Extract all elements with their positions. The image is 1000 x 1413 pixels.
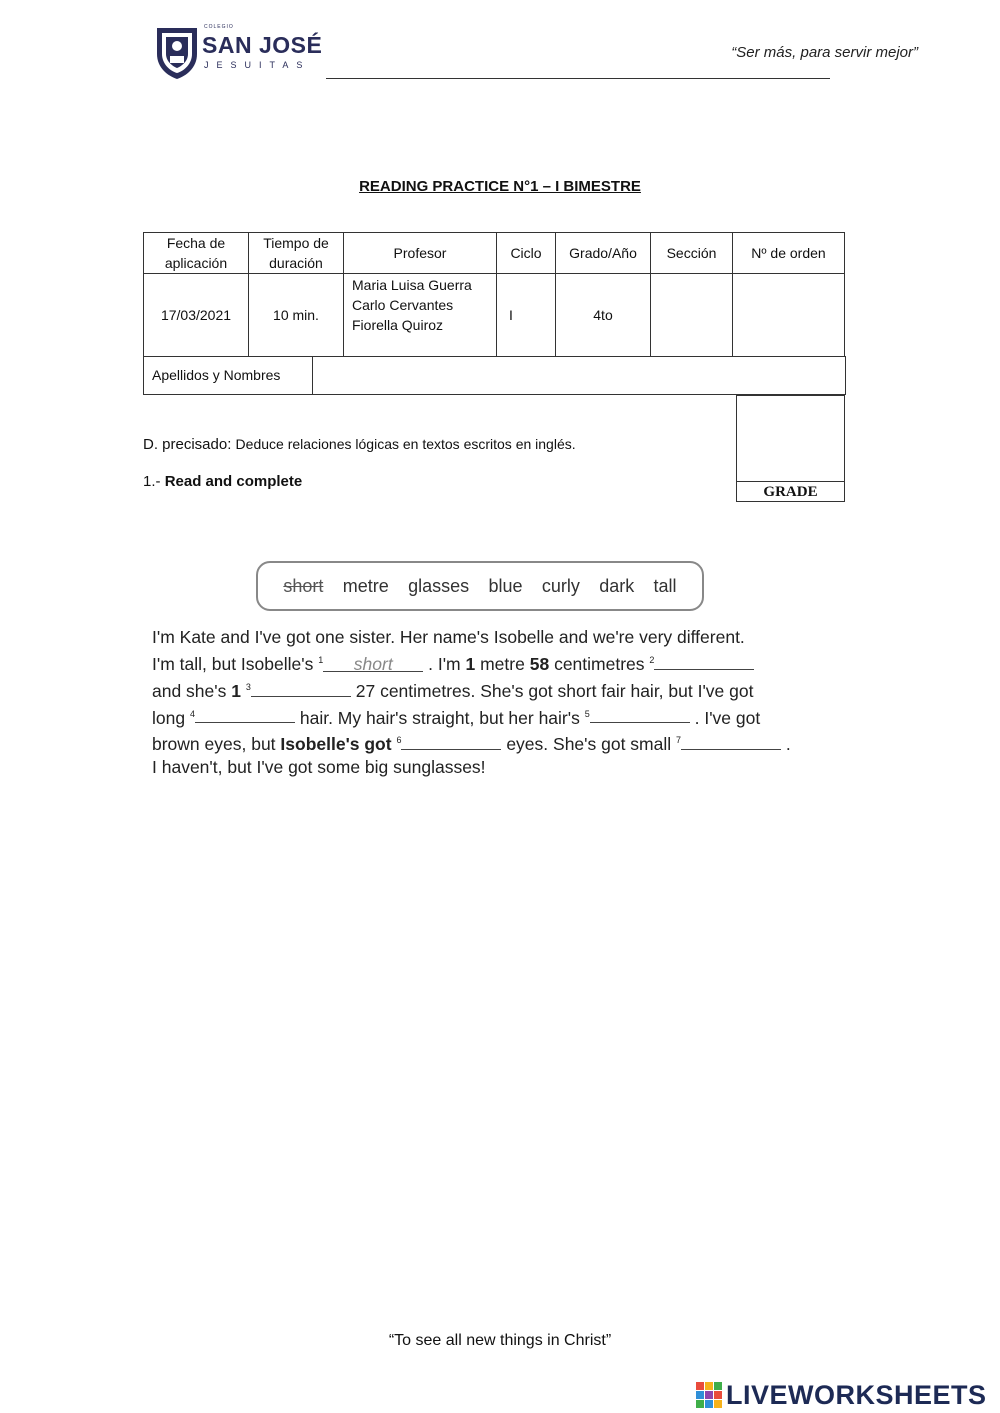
word-bank bbox=[256, 561, 704, 611]
passage-text: Isobelle's got bbox=[280, 734, 392, 755]
header-orden: Nº de orden bbox=[733, 233, 845, 274]
header-tiempo: Tiempo de duración bbox=[249, 233, 344, 274]
grade-box[interactable] bbox=[736, 395, 845, 502]
descriptor-label: D. precisado: bbox=[143, 436, 232, 453]
header-seccion: Sección bbox=[651, 233, 733, 274]
header-grado: Grado/Año bbox=[556, 233, 651, 274]
word-bank-item: dark bbox=[599, 575, 635, 596]
blank-4-input[interactable] bbox=[195, 704, 295, 723]
passage-text: eyes. She's got small bbox=[506, 734, 672, 755]
descriptor bbox=[143, 436, 576, 453]
header-profesor: Profesor bbox=[344, 233, 497, 274]
instruction bbox=[143, 473, 302, 490]
table-header-row bbox=[144, 233, 845, 274]
blank-3-input[interactable] bbox=[251, 678, 351, 697]
blank-number: 4 bbox=[189, 708, 195, 719]
passage-text: centimetres bbox=[554, 653, 645, 674]
passage-line-2 bbox=[152, 649, 852, 676]
descriptor-text: Deduce relaciones lógicas en textos escritos en inglés. bbox=[235, 436, 576, 452]
word-bank-item: metre bbox=[342, 575, 389, 596]
table-value-row bbox=[144, 274, 845, 357]
blank-number: 1 bbox=[318, 655, 324, 665]
word-bank-item: tall bbox=[653, 575, 677, 596]
page-title: READING PRACTICE N°1 – I BIMESTRE bbox=[359, 178, 641, 195]
word-bank-item: curly bbox=[541, 575, 580, 596]
passage-text: long bbox=[152, 707, 186, 728]
grade-divider bbox=[737, 481, 844, 482]
blank-6-input[interactable] bbox=[401, 731, 501, 750]
blank-number: 2 bbox=[649, 655, 655, 665]
reading-passage bbox=[152, 626, 852, 779]
blank-5-input[interactable] bbox=[590, 704, 690, 723]
blank-7-input[interactable] bbox=[681, 731, 781, 750]
passage-text: 1 bbox=[231, 680, 241, 701]
header-divider bbox=[326, 78, 830, 79]
passage-text: 1 bbox=[465, 653, 476, 674]
passage-line-4 bbox=[152, 703, 852, 730]
value-orden[interactable] bbox=[733, 274, 845, 357]
logo-text-main: SAN JOSÉ bbox=[202, 32, 323, 58]
passage-line-5 bbox=[152, 729, 852, 756]
liveworksheets-logo-icon bbox=[696, 1382, 724, 1410]
passage-text: hair. My hair's straight, but her hair's bbox=[299, 707, 580, 728]
header-ciclo: Ciclo bbox=[497, 233, 556, 274]
value-ciclo: I bbox=[497, 274, 556, 357]
name-row bbox=[143, 356, 846, 395]
passage-text: brown eyes, but bbox=[152, 734, 276, 755]
passage-line-6 bbox=[152, 756, 852, 779]
name-divider bbox=[312, 356, 313, 394]
passage-line-3 bbox=[152, 676, 852, 703]
logo-text-sub: JESUITAS bbox=[204, 60, 311, 70]
blank-number: 5 bbox=[584, 708, 590, 719]
blank-number: 3 bbox=[245, 681, 251, 692]
footer-quote: “To see all new things in Christ” bbox=[388, 1332, 612, 1349]
blank-2-input[interactable] bbox=[654, 651, 754, 670]
blank-number: 6 bbox=[396, 735, 402, 746]
school-motto: “Ser más, para servir mejor” bbox=[731, 44, 918, 61]
crest-icon bbox=[154, 24, 200, 80]
info-table bbox=[143, 232, 845, 357]
passage-text: 27 centimetres. She's got short fair hair, but I've got bbox=[355, 680, 754, 701]
logo-text-top: COLEGIO bbox=[204, 24, 234, 30]
profesor-3: Fiorella Quiroz bbox=[352, 317, 444, 333]
word-bank-item: short bbox=[283, 575, 324, 596]
passage-text: . I've got bbox=[694, 707, 761, 728]
liveworksheets-text: LIVEWORKSHEETS bbox=[726, 1380, 987, 1410]
school-logo bbox=[154, 24, 324, 82]
passage-text: and she's bbox=[152, 680, 227, 701]
blank-1-example: short bbox=[323, 653, 423, 672]
word-bank-item: glasses bbox=[408, 575, 470, 596]
blank-number: 7 bbox=[676, 735, 682, 746]
passage-text: I'm Kate and I've got one sister. Her name's Isobelle and we're very different. bbox=[152, 627, 745, 647]
passage-text: . I'm bbox=[428, 653, 461, 674]
value-seccion[interactable] bbox=[651, 274, 733, 357]
passage-text: I haven't, but I've got some big sunglasses! bbox=[152, 757, 486, 778]
grade-label: GRADE bbox=[763, 484, 818, 500]
passage-text: metre bbox=[480, 653, 525, 674]
passage-text: . bbox=[785, 734, 791, 755]
header-fecha: Fecha de aplicación bbox=[144, 233, 249, 274]
word-bank-item: blue bbox=[488, 575, 523, 596]
value-profesores bbox=[344, 274, 497, 357]
liveworksheets-watermark bbox=[696, 1378, 996, 1410]
value-tiempo: 10 min. bbox=[249, 274, 344, 357]
passage-line-1 bbox=[152, 626, 852, 649]
value-grado: 4to bbox=[556, 274, 651, 357]
name-label: Apellidos y Nombres bbox=[152, 367, 281, 383]
profesor-2: Carlo Cervantes bbox=[352, 297, 454, 313]
profesor-1: Maria Luisa Guerra bbox=[352, 277, 472, 293]
passage-text: 58 bbox=[529, 653, 550, 674]
instruction-number: 1.- bbox=[143, 473, 161, 490]
value-fecha: 17/03/2021 bbox=[144, 274, 249, 357]
passage-text: I'm tall, but Isobelle's bbox=[152, 653, 314, 674]
instruction-text: Read and complete bbox=[164, 473, 303, 490]
